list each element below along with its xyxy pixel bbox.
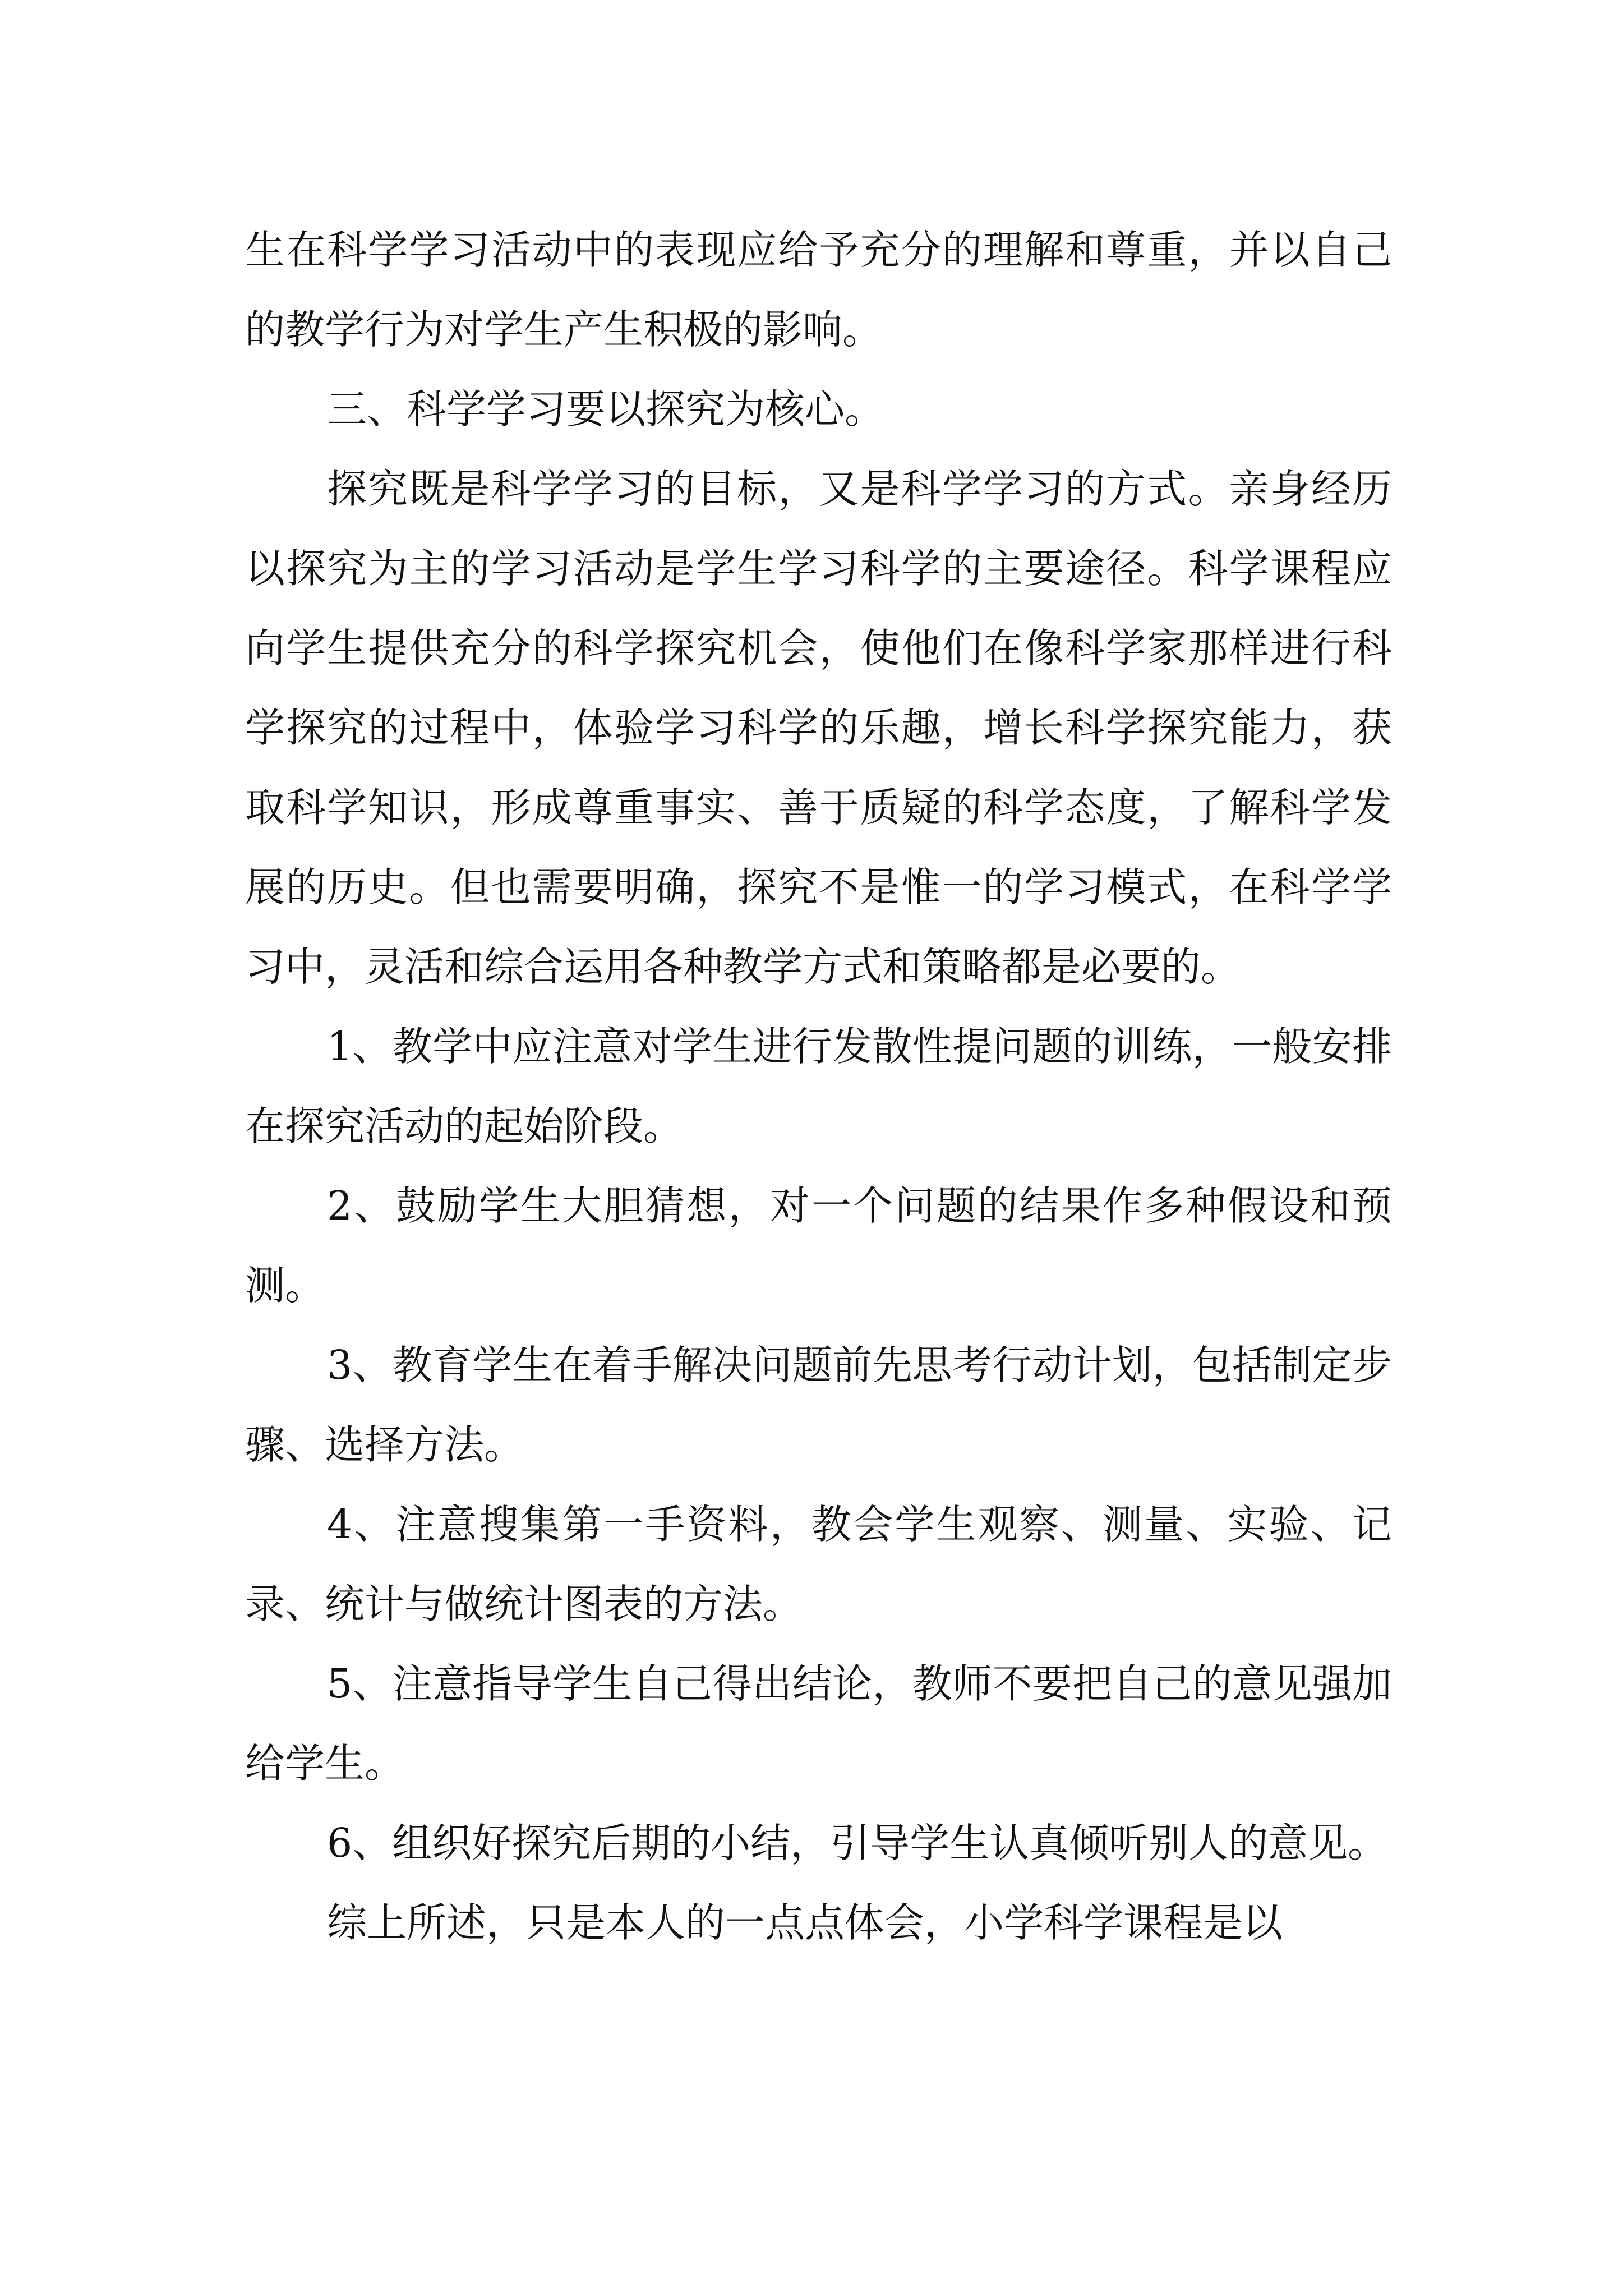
list-item-3: 3、教育学生在着手解决问题前先思考行动计划，包括制定步骤、选择方法。 — [245, 1342, 1392, 1468]
section-heading-3: 三、科学学习要以探究为核心。 — [327, 386, 885, 432]
paragraph-continued: 生在科学学习活动中的表现应给予充分的理解和尊重，并以自己的教学行为对学生产生积极的影响。 — [245, 227, 1392, 353]
document-body — [245, 210, 1392, 1963]
paragraph-summary: 综上所述，只是本人的一点点体会，小学科学课程是以 — [327, 1899, 1283, 1946]
paragraph-inquiry: 探究既是科学学习的目标，又是科学学习的方式。亲身经历以探究为主的学习活动是学生学习科学的主要途径。科学课程应向学生提供充分的科学探究机会，使他们在像科学家那样进行科学探究的过程中，体验学习科学的乐趣，增长科学探究能力，获取科学知识，形成尊重事实、善于质疑的科学态度，了解科学发展的历史。但也需要明确，探究不是惟一的学习模式，在科学学习中，灵活和综合运用各种教学方式和策略都是必要的。 — [245, 466, 1392, 990]
list-item-4: 4、注意搜集第一手资料，教会学生观察、测量、实验、记录、统计与做统计图表的方法。 — [245, 1501, 1392, 1627]
list-item-1: 1、教学中应注意对学生进行发散性提问题的训练，一般安排在探究活动的起始阶段。 — [245, 1023, 1392, 1149]
list-item-5: 5、注意指导学生自己得出结论，教师不要把自己的意见强加给学生。 — [245, 1660, 1392, 1787]
list-item-6: 6、组织好探究后期的小结，引导学生认真倾听别人的意见。 — [327, 1820, 1388, 1866]
list-item-2: 2、鼓励学生大胆猜想，对一个问题的结果作多种假设和预测。 — [245, 1182, 1392, 1309]
